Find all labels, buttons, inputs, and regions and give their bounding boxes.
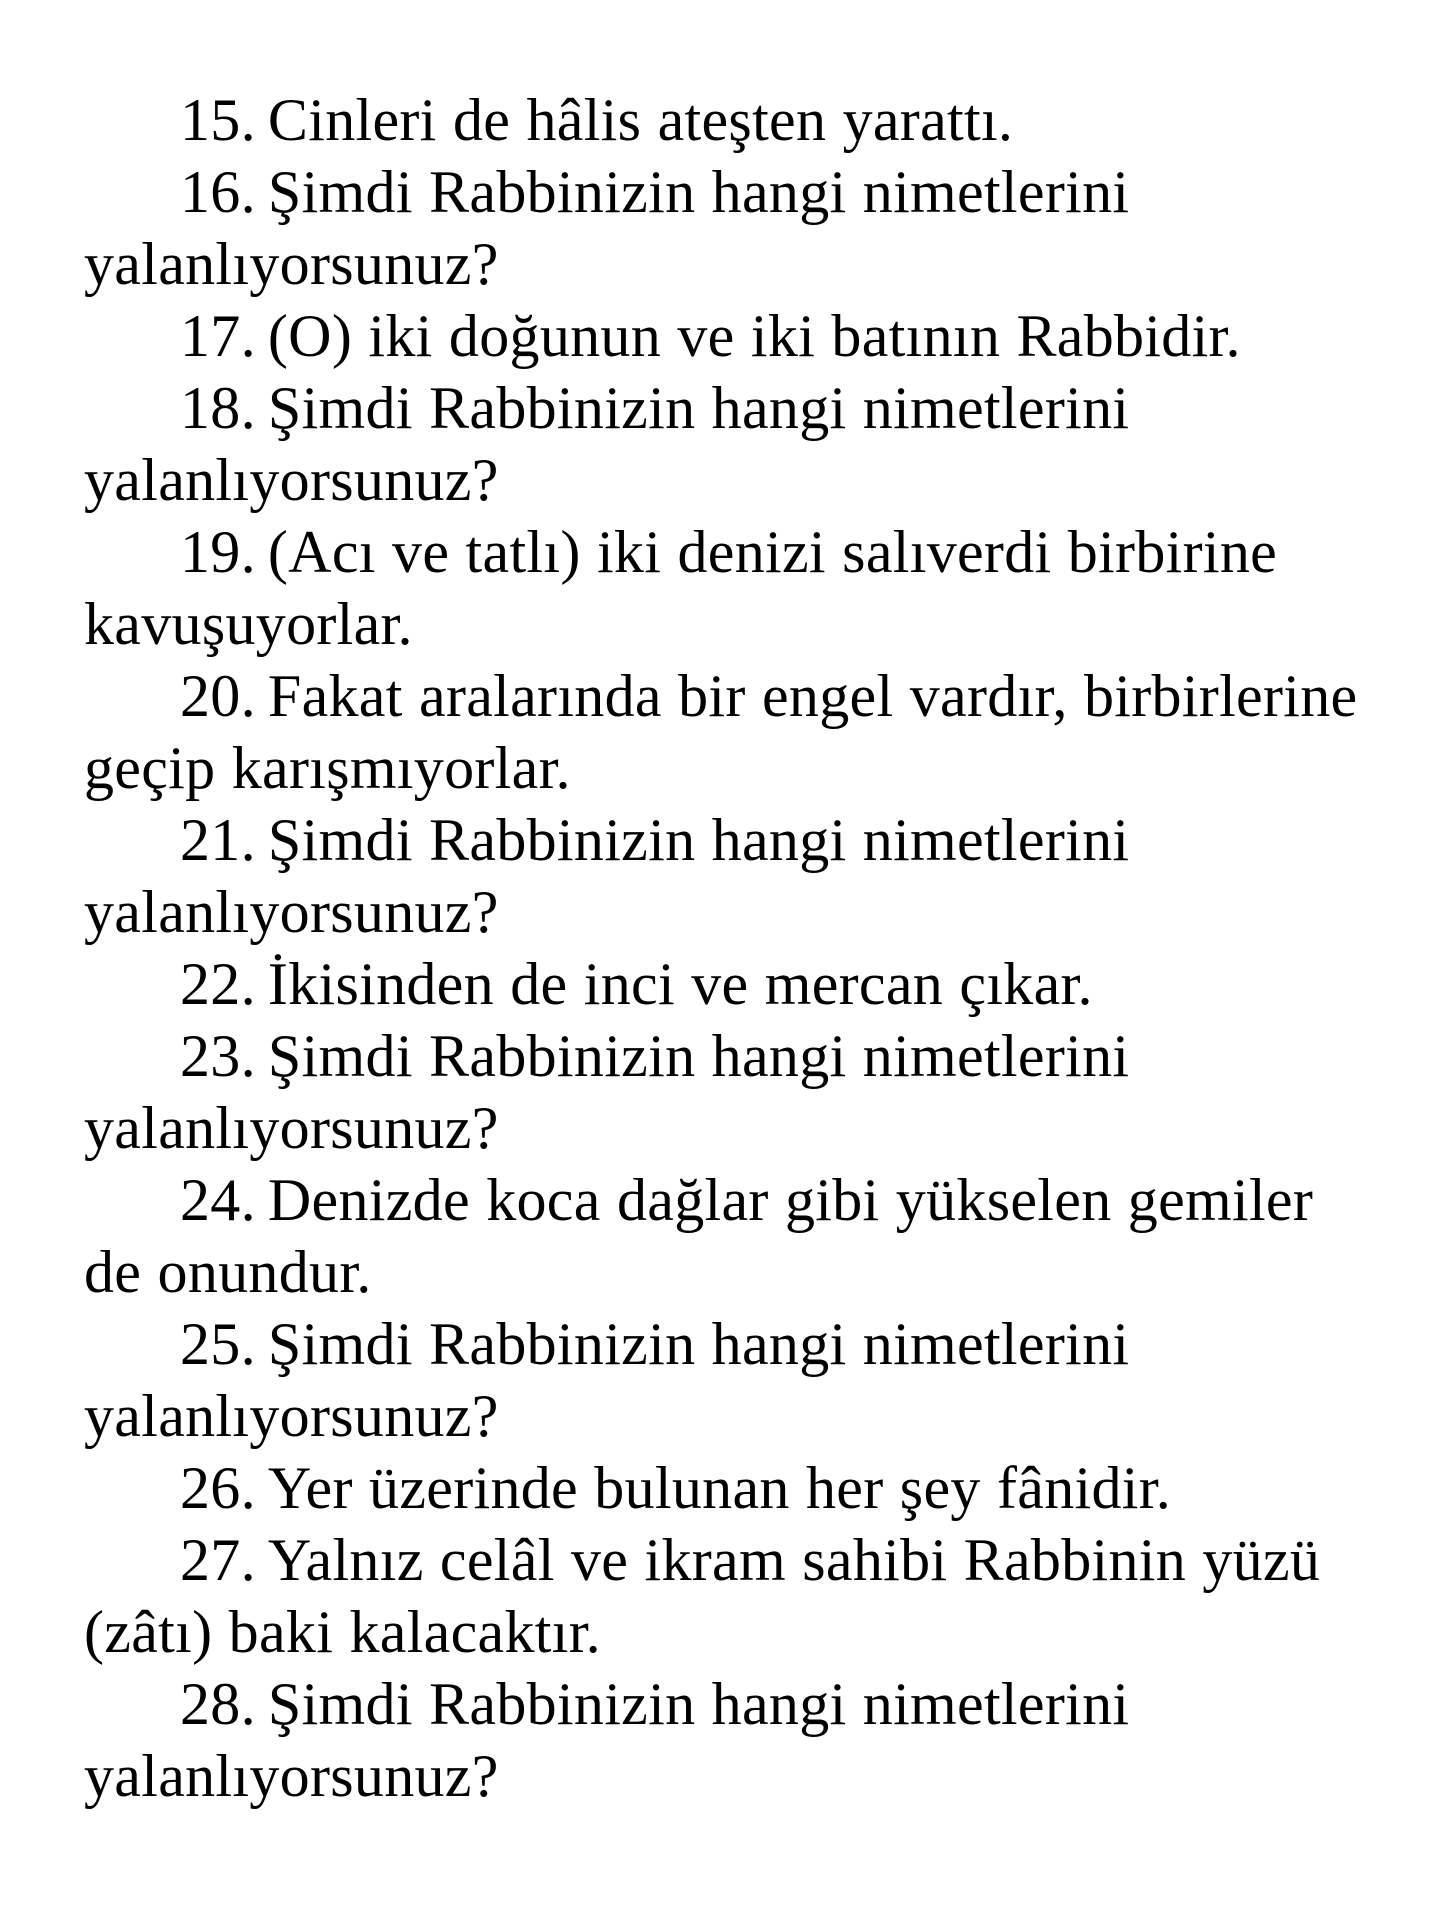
- verse-text: Şimdi Rabbinizin hangi nimetlerini yalanlıyorsunuz?: [84, 1311, 1130, 1449]
- verse-text: (Acı ve tatlı) iki denizi salıverdi birbirine kavuşuyorlar.: [84, 519, 1278, 657]
- verse-28: [84, 1668, 1374, 1812]
- verse-27: [84, 1524, 1374, 1668]
- verse-text: Yer üzerinde bulunan her şey fânidir.: [267, 1455, 1171, 1521]
- verse-22: [84, 948, 1374, 1020]
- verse-text: Şimdi Rabbinizin hangi nimetlerini yalanlıyorsunuz?: [84, 807, 1130, 945]
- verse-number: 18.: [180, 375, 256, 441]
- verse-25: [84, 1308, 1374, 1452]
- verse-18: [84, 372, 1374, 516]
- verse-number: 27.: [180, 1527, 256, 1593]
- verse-text: Yalnız celâl ve ikram sahibi Rabbinin yüzü (zâtı) baki kalacaktır.: [84, 1527, 1321, 1665]
- verse-text: Şimdi Rabbinizin hangi nimetlerini yalanlıyorsunuz?: [84, 1671, 1130, 1809]
- verse-text: Fakat aralarında bir engel vardır, birbirlerine geçip karışmıyorlar.: [84, 663, 1358, 801]
- verse-number: 22.: [180, 951, 256, 1017]
- verse-number: 16.: [180, 159, 256, 225]
- verse-text: Denizde koca dağlar gibi yükselen gemiler de onundur.: [84, 1167, 1314, 1305]
- verse-16: [84, 156, 1374, 300]
- verse-19: [84, 516, 1374, 660]
- verse-number: 20.: [180, 663, 256, 729]
- verse-15: [84, 84, 1374, 156]
- verse-text: Şimdi Rabbinizin hangi nimetlerini yalanlıyorsunuz?: [84, 1023, 1130, 1161]
- verse-20: [84, 660, 1374, 804]
- verse-text: İkisinden de inci ve mercan çıkar.: [267, 951, 1093, 1017]
- verse-text: Cinleri de hâlis ateşten yarattı.: [267, 87, 1014, 153]
- verse-17: [84, 300, 1374, 372]
- verse-number: 24.: [180, 1167, 256, 1233]
- verse-text: Şimdi Rabbinizin hangi nimetlerini yalanlıyorsunuz?: [84, 375, 1130, 513]
- verse-number: 25.: [180, 1311, 256, 1377]
- verse-number: 21.: [180, 807, 256, 873]
- verse-list: [84, 84, 1374, 1812]
- verse-21: [84, 804, 1374, 948]
- verse-number: 19.: [180, 519, 256, 585]
- verse-number: 26.: [180, 1455, 256, 1521]
- verse-number: 15.: [180, 87, 256, 153]
- verse-26: [84, 1452, 1374, 1524]
- verse-24: [84, 1164, 1374, 1308]
- verse-number: 23.: [180, 1023, 256, 1089]
- verse-number: 28.: [180, 1671, 256, 1737]
- verse-text: (O) iki doğunun ve iki batının Rabbidir.: [267, 303, 1241, 369]
- verse-number: 17.: [180, 303, 256, 369]
- verse-23: [84, 1020, 1374, 1164]
- verse-text: Şimdi Rabbinizin hangi nimetlerini yalanlıyorsunuz?: [84, 159, 1130, 297]
